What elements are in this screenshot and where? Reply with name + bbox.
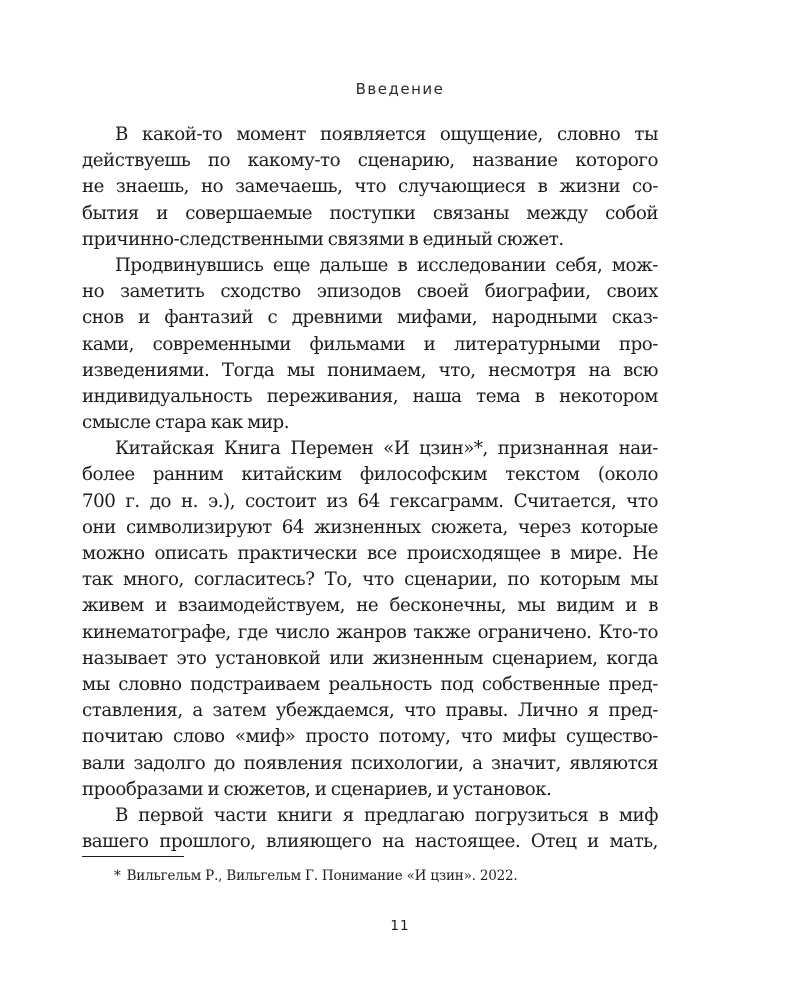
text-line: снов и фантазий с древними мифами, народными сказ- [82, 307, 658, 329]
text-line: бытия и совершаемые поступки связаны между собой [82, 202, 658, 224]
text-line: 700 г. до н. э.), состоит из 64 гексаграмм. Считается, что [82, 490, 658, 512]
footnote-text: Вильгельм Р., Вильгельм Г. Понимание «И цзин». 2022. [126, 868, 518, 884]
text-line: В первой части книги я предлагаю погрузиться в миф [115, 804, 658, 826]
text-line: но заметить сходство эпизодов своей биографии, своих [82, 281, 658, 303]
paragraph [82, 803, 658, 855]
text-line: так много, согласитесь? То, что сценарии, по которым мы [82, 569, 658, 591]
footnote-divider [82, 856, 184, 857]
text-line: можно описать практически все происходящее в мире. Не [82, 543, 658, 564]
text-line: более ранним китайским философским текстом (около [82, 464, 658, 486]
text-line: действуешь по какому-то сценарию, название которого [82, 150, 658, 172]
text-line: называет это установкой или жизненным сценарием, когда [82, 647, 658, 669]
text-line: живем и взаимодействуем, не бесконечны, мы видим и в [82, 595, 658, 617]
text-line: Продвинувшись еще дальше в исследовании себя, мож- [115, 254, 658, 276]
text-line: ками, современными фильмами и литературными про- [82, 333, 658, 355]
paragraph [82, 253, 658, 436]
text-line: смысле стара как мир. [82, 412, 290, 434]
text-line: не знаешь, но замечаешь, что случающиеся в жизни со- [82, 176, 658, 198]
paragraph [82, 436, 658, 803]
text-line: они символизируют 64 жизненных сюжета, через которые [82, 516, 658, 538]
text-line: причинно-следственными связями в единый сюжет. [82, 228, 564, 250]
text-line: мы словно подстраиваем реальность под собственные пред- [82, 673, 658, 695]
text-line: вали задолго до появления психологии, а значит, являются [82, 752, 658, 774]
text-line: ставления, а затем убеждаемся, что правы. Лично я пред- [82, 700, 658, 722]
page-number: 11 [390, 918, 410, 934]
footnote [114, 866, 517, 886]
body-text [82, 122, 658, 855]
text-line: кинематографе, где число жанров также ограничено. Кто-то [82, 621, 658, 643]
running-head: Введение [355, 80, 445, 98]
text-line: изведениями. Тогда мы понимаем, что, несмотря на всю [82, 359, 658, 381]
paragraph [82, 122, 658, 253]
text-line: вашего прошлого, влияющего на настоящее. Отец и мать, [82, 831, 658, 853]
footnote-mark: * [114, 868, 121, 884]
text-line: прообразами и сюжетов, и сценариев, и установок. [82, 778, 552, 800]
text-line: индивидуальность переживания, наша тема в некотором [82, 385, 658, 407]
text-line: В какой-то момент появляется ощущение, словно ты [115, 124, 658, 145]
text-line: почитаю слово «миф» просто потому, что мифы существо- [82, 726, 658, 748]
text-line: Китайская Книга Перемен «И цзин»*, признанная наи- [115, 438, 658, 460]
